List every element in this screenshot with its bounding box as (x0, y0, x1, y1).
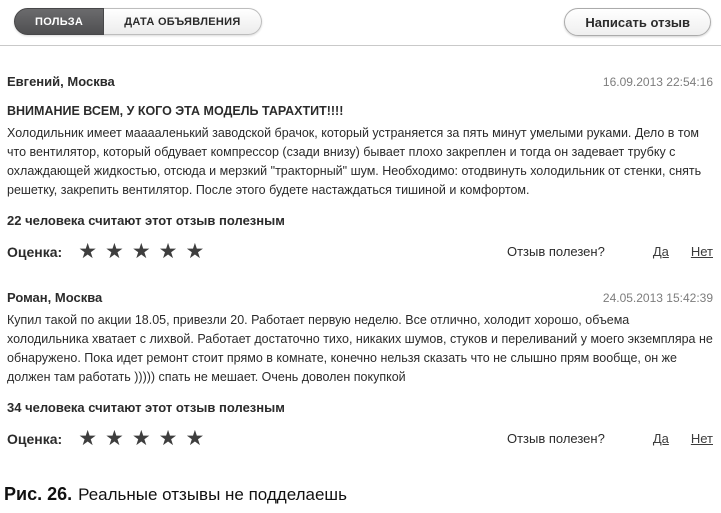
vote-yes-link[interactable]: Да (652, 244, 669, 259)
vote-no-link[interactable]: Нет (690, 244, 713, 259)
rating-label: Оценка: (7, 243, 63, 260)
helpful-vote (507, 431, 713, 446)
review-body: Купил такой по акции 18.05, привезли 20. Работает первую неделю. Все отлично, холодит хорошо, объема холодильника хватает с лихвой. Работает достаточно тихо, никаких шумов, стуков и переливаний у моего экземпляра не обнаружено. Пока идет ремонт стоит прямо в комнате, конечно нельзя сказать что не слышно прям вообще, он же должен там работать ))))) спать не мешает. Очень доволен покупкой (7, 313, 713, 384)
reviews-list (0, 74, 721, 449)
helpful-question: Отзыв полезен? (506, 431, 605, 446)
toolbar (0, 0, 721, 46)
review-author: Евгений, Москва (7, 74, 115, 89)
review-body: Холодильник имеет мааааленький заводской брачок, который устраняется за пять минут умелыми руками. Дело в том что вентилятор, который обдувает компрессор (сзади внизу) бывает плохо закреплен и тогда он задевает трубку с охлаждающей жидкостью, отсюда и мерзкий "тракторный" шум. Необходимо: отодвинуть холодильник от стенки, снять решетку, закрепить вентилятор. После этого будете настаждаться тишиной и комфортом. (7, 126, 702, 197)
figure-caption (4, 484, 347, 505)
vote-yes-link[interactable]: Да (652, 431, 669, 446)
helpful-question: Отзыв полезен? (506, 244, 605, 259)
review-author: Роман, Москва (7, 290, 103, 305)
rating-row (7, 428, 713, 449)
rating-row (7, 241, 713, 262)
review-date: 24.05.2013 15:42:39 (602, 291, 713, 305)
vote-no-link[interactable]: Нет (690, 431, 713, 446)
review-item-1 (7, 74, 713, 262)
star-rating-icons: ★★★★★ (78, 239, 213, 263)
tab-data-obyavleniya[interactable]: ДАТА ОБЪЯВЛЕНИЯ (104, 8, 261, 35)
rating-label: Оценка: (7, 430, 63, 447)
helpful-count: 22 человека считают этот отзыв полезным (7, 213, 285, 228)
figure-number: Рис. 26. (4, 484, 73, 504)
rating-left (7, 241, 212, 262)
sort-tabs (14, 8, 262, 35)
review-title: ВНИМАНИЕ ВСЕМ, У КОГО ЭТА МОДЕЛЬ ТАРАХТИТ!!!! (7, 104, 344, 118)
review-header (7, 74, 713, 89)
write-review-button[interactable]: Написать отзыв (564, 8, 711, 36)
helpful-count: 34 человека считают этот отзыв полезным (7, 400, 285, 415)
helpful-vote (507, 244, 713, 259)
review-item-2 (7, 290, 713, 449)
review-header (7, 290, 713, 305)
review-date: 16.09.2013 22:54:16 (602, 75, 713, 89)
star-rating-icons: ★★★★★ (78, 426, 213, 450)
figure-caption-text: Реальные отзывы не подделаешь (78, 485, 347, 504)
tab-polza[interactable]: ПОЛЬЗА (14, 8, 104, 35)
rating-left (7, 428, 212, 449)
